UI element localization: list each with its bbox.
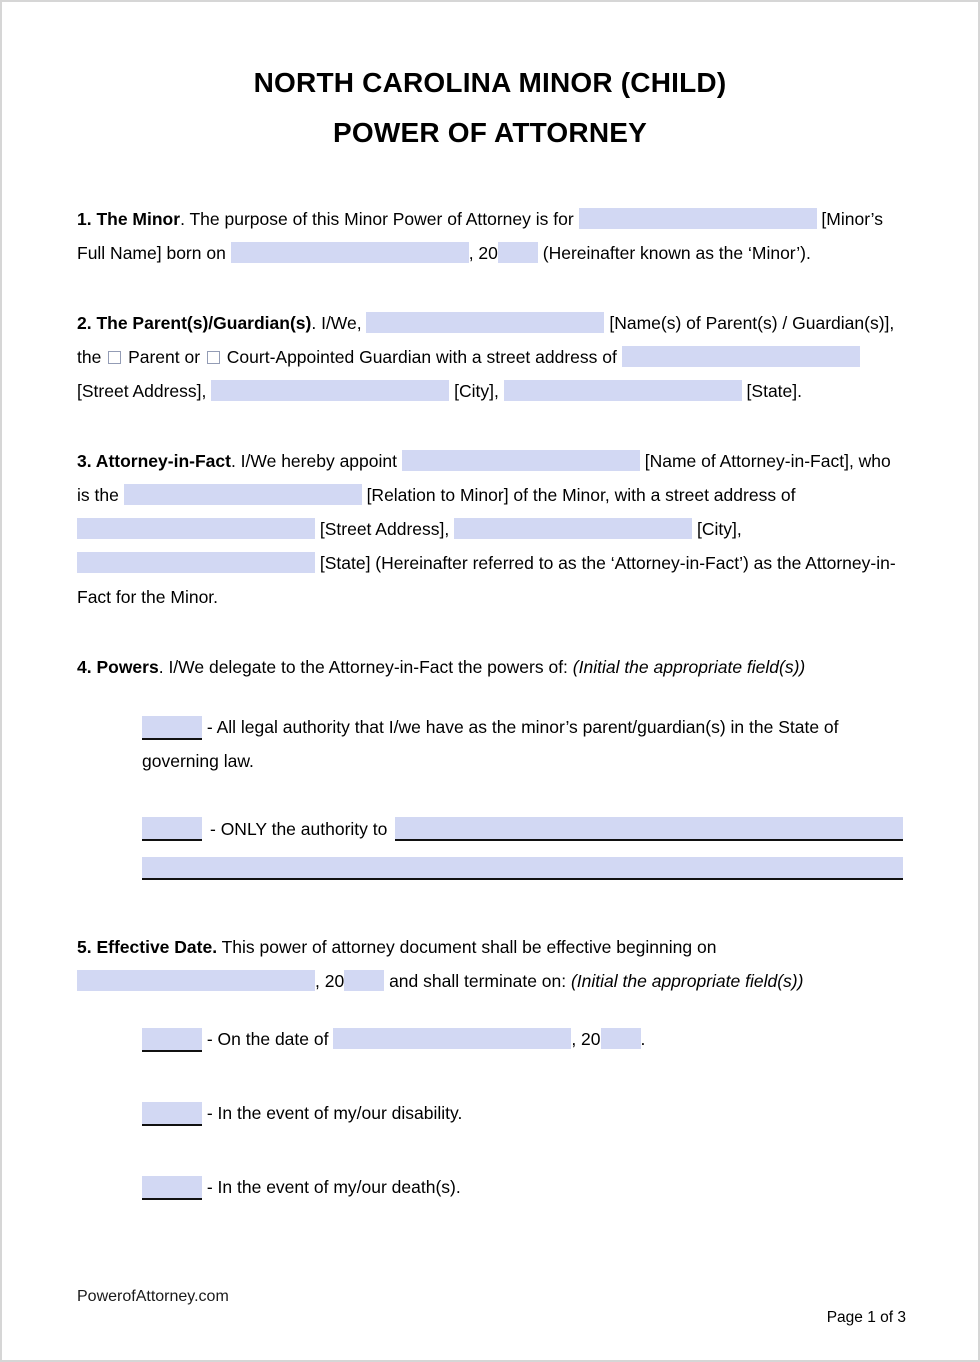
text-segment: - In the event of my/our death(s). — [202, 1177, 461, 1197]
terminate-disability-option — [142, 1096, 903, 1130]
section-1-heading: 1. The Minor — [77, 209, 181, 229]
text-segment: . I/We, — [311, 313, 367, 333]
text-segment: - All legal authority that I/we have as the minor’s parent/guardian(s) in the State of governing law. — [142, 717, 839, 771]
initial-instruction: (Initial the appropriate field(s)) — [572, 657, 806, 677]
section-2-parents — [77, 306, 903, 408]
only-authority-text-field-line2[interactable] — [142, 857, 903, 880]
effective-begin-date-field[interactable] — [77, 970, 315, 991]
text-segment: . I/We delegate to the Attorney-in-Fact the powers of: — [158, 657, 573, 677]
text-segment: [City], — [692, 519, 742, 539]
termination-options — [142, 1022, 903, 1204]
text-segment: Court-Appointed Guardian with a street address of — [221, 347, 622, 367]
only-authority-text-field-line1[interactable] — [395, 817, 903, 841]
parent-checkbox[interactable] — [108, 351, 121, 364]
minor-birth-year-field[interactable] — [498, 242, 538, 263]
text-segment: - On the date of — [202, 1029, 334, 1049]
only-authority-initials-field[interactable] — [142, 817, 202, 841]
title-line-2: POWER OF ATTORNEY — [333, 117, 647, 148]
text-segment: [State] (Hereinafter referred to as the ‘Attorney-in-Fact’) as the Attorney-in-Fact for the Minor. — [77, 553, 896, 607]
attorney-state-field[interactable] — [77, 552, 315, 573]
text-segment: , 20 — [315, 971, 345, 991]
minor-full-name-field[interactable] — [579, 208, 817, 229]
attorney-relation-field[interactable] — [124, 484, 362, 505]
death-initials-field[interactable] — [142, 1176, 202, 1200]
disability-initials-field[interactable] — [142, 1102, 202, 1126]
text-segment: (Hereinafter known as the ‘Minor’). — [537, 243, 811, 263]
text-segment: [Minor’s Full Name] born on — [77, 209, 884, 263]
parents-state-field[interactable] — [504, 380, 742, 401]
all-authority-initials-field[interactable] — [142, 716, 202, 740]
parents-street-address-field[interactable] — [622, 346, 860, 367]
text-segment: . The purpose of this Minor Power of Attorney is for — [180, 209, 579, 229]
text-segment: , 20 — [571, 1029, 601, 1049]
text-segment: . I/We hereby appoint — [230, 451, 402, 471]
section-4-intro — [77, 650, 903, 684]
section-5-effective-date — [77, 930, 903, 1204]
parents-city-field[interactable] — [211, 380, 449, 401]
attorney-street-address-field[interactable] — [77, 518, 315, 539]
text-segment: Parent or — [123, 347, 205, 367]
parents-names-field[interactable] — [366, 312, 604, 333]
section-5-heading: 5. Effective Date. — [77, 937, 218, 957]
termination-date-field[interactable] — [333, 1028, 571, 1049]
document-title — [77, 58, 903, 158]
terminate-death-option — [142, 1170, 903, 1204]
attorney-name-field[interactable] — [402, 450, 640, 471]
text-segment: and shall terminate on: — [384, 971, 571, 991]
section-1-minor — [77, 202, 903, 270]
text-segment: [Name of Attorney-in-Fact], who is the — [77, 451, 891, 505]
section-5-intro — [77, 930, 903, 998]
text-segment: [State]. — [741, 381, 802, 401]
powers-options — [142, 710, 903, 880]
termination-year-field[interactable] — [601, 1028, 641, 1049]
document-content — [2, 2, 978, 1204]
section-3-heading: 3. Attorney-in-Fact — [77, 451, 231, 471]
text-segment: [City], — [449, 381, 504, 401]
initial-instruction: (Initial the appropriate field(s)) — [570, 971, 804, 991]
all-authority-option — [142, 710, 903, 778]
terminate-date-initials-field[interactable] — [142, 1028, 202, 1052]
title-line-1: NORTH CAROLINA MINOR (CHILD) — [253, 67, 727, 98]
minor-birth-date-field[interactable] — [231, 242, 469, 263]
text-segment: - In the event of my/our disability. — [202, 1103, 463, 1123]
only-authority-option — [142, 812, 903, 846]
text-segment: [Street Address], — [77, 381, 212, 401]
effective-begin-year-field[interactable] — [344, 970, 384, 991]
attorney-city-field[interactable] — [454, 518, 692, 539]
footer-page-indicator: Page 1 of 3 — [826, 1309, 906, 1326]
section-3-attorney-in-fact — [77, 444, 903, 614]
section-4-heading: 4. Powers — [77, 657, 159, 677]
court-appointed-guardian-checkbox[interactable] — [207, 351, 220, 364]
section-2-heading: 2. The Parent(s)/Guardian(s) — [77, 313, 312, 333]
text-segment: This power of attorney document shall be effective beginning on — [217, 937, 717, 957]
text-segment: [Relation to Minor] of the Minor, with a street address of — [361, 485, 796, 505]
text-segment: . — [640, 1029, 646, 1049]
text-segment: , 20 — [468, 243, 498, 263]
footer-site-name: PowerofAttorney.com — [77, 1288, 229, 1305]
text-segment: [Street Address], — [315, 519, 455, 539]
section-4-powers — [77, 650, 903, 880]
text-segment: - ONLY the authority to — [210, 819, 388, 839]
text-segment: [Name(s) of Parent(s) / Guardian(s)], the — [77, 313, 895, 367]
terminate-on-date-option — [142, 1022, 903, 1056]
